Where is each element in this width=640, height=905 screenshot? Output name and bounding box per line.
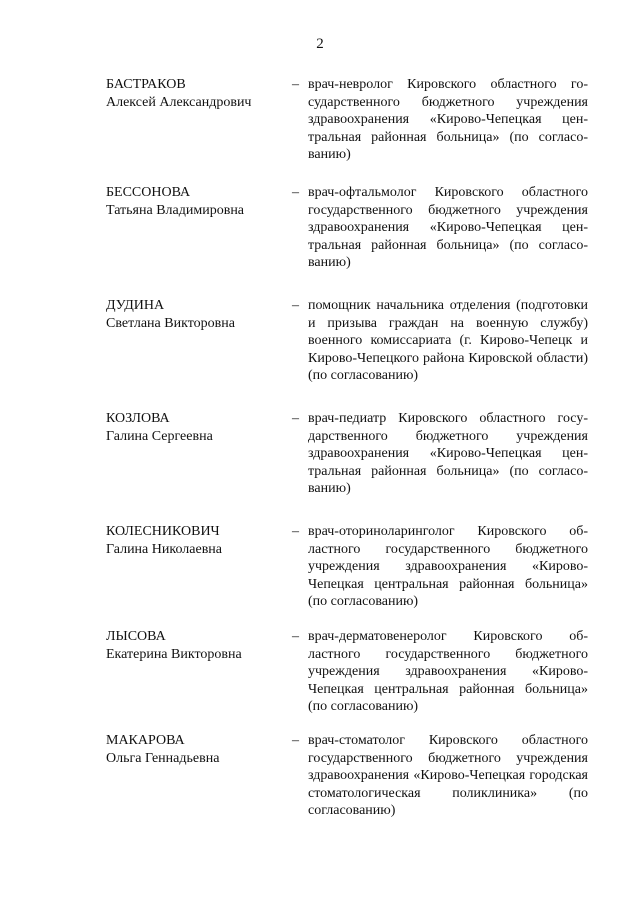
member-name (106, 523, 286, 558)
member-surname: МАКАРОВА (106, 733, 185, 748)
member-position: врач-офтальмолог Кировского областного государственного бюджетного учреждения здравоохранения «Кирово-Чепецкая центральная районная больница» (по согласованию) (308, 185, 588, 270)
member-position: врач-стоматолог Кировского областного государственного бюджетного учреждения здравоохранения «Кирово-Чепецкая городская стоматологическая поликлиника» (по согласованию) (308, 733, 588, 818)
separator-dash: – (292, 733, 299, 748)
member-surname: ЛЫСОВА (106, 629, 166, 644)
member-entry-5 (0, 523, 640, 633)
member-surname: КОЛЕСНИКОВИЧ (106, 524, 220, 539)
member-position: врач-педиатр Кировского областного государственного бюджетного учреждения здравоохранения «Кирово-Чепецкая центральная районная больница» (по согласованию) (308, 411, 588, 496)
member-position: помощник начальника отделения (подготовки и призыва граждан на военную службу) военного комиссариата (г. Кирово-Чепецк и Кирово-Чепецкого района Кировской области) (по согласованию) (308, 298, 588, 383)
member-entry-2 (0, 184, 640, 294)
separator-dash: – (292, 411, 299, 426)
member-given-names: Екатерина Викторовна (106, 646, 242, 662)
member-entry-1 (0, 76, 640, 186)
member-name (106, 628, 286, 663)
member-position: врач-дерматовенеролог Кировского областного государственного бюджетного учреждения здравоохранения «Кирово-Чепецкая центральная районная больница» (по согласованию) (308, 629, 588, 714)
member-surname: КОЗЛОВА (106, 411, 170, 426)
separator-dash: – (292, 185, 299, 200)
separator-dash: – (292, 77, 299, 92)
separator-dash: – (292, 298, 299, 313)
member-given-names: Ольга Геннадьевна (106, 750, 220, 766)
member-name (106, 76, 286, 111)
member-given-names: Галина Николаевна (106, 541, 223, 557)
member-surname: БАСТРАКОВ (106, 77, 186, 92)
member-given-names: Алексей Александрович (106, 94, 252, 110)
member-name (106, 732, 286, 767)
member-name (106, 410, 286, 445)
member-given-names: Галина Сергеевна (106, 428, 213, 444)
member-entry-6 (0, 628, 640, 738)
member-given-names: Татьяна Владимировна (106, 202, 245, 218)
member-surname: БЕССОНОВА (106, 185, 191, 200)
member-entry-7 (0, 732, 640, 842)
member-position: врач-невролог Кировского областного государственного бюджетного учреждения здравоохранения «Кирово-Чепецкая центральная районная больница» (по согласованию) (308, 77, 588, 162)
member-given-names: Светлана Викторовна (106, 315, 235, 331)
member-name (106, 184, 286, 219)
member-name (106, 297, 286, 332)
member-position: врач-оториноларинголог Кировского областного государственного бюджетного учреждения здравоохранения «Кирово-Чепецкая центральная районная больница» (по согласованию) (308, 524, 588, 609)
member-entry-3 (0, 297, 640, 407)
member-entry-4 (0, 410, 640, 520)
member-surname: ДУДИНА (106, 298, 165, 313)
page-number: 2 (316, 36, 324, 52)
separator-dash: – (292, 524, 299, 539)
separator-dash: – (292, 629, 299, 644)
